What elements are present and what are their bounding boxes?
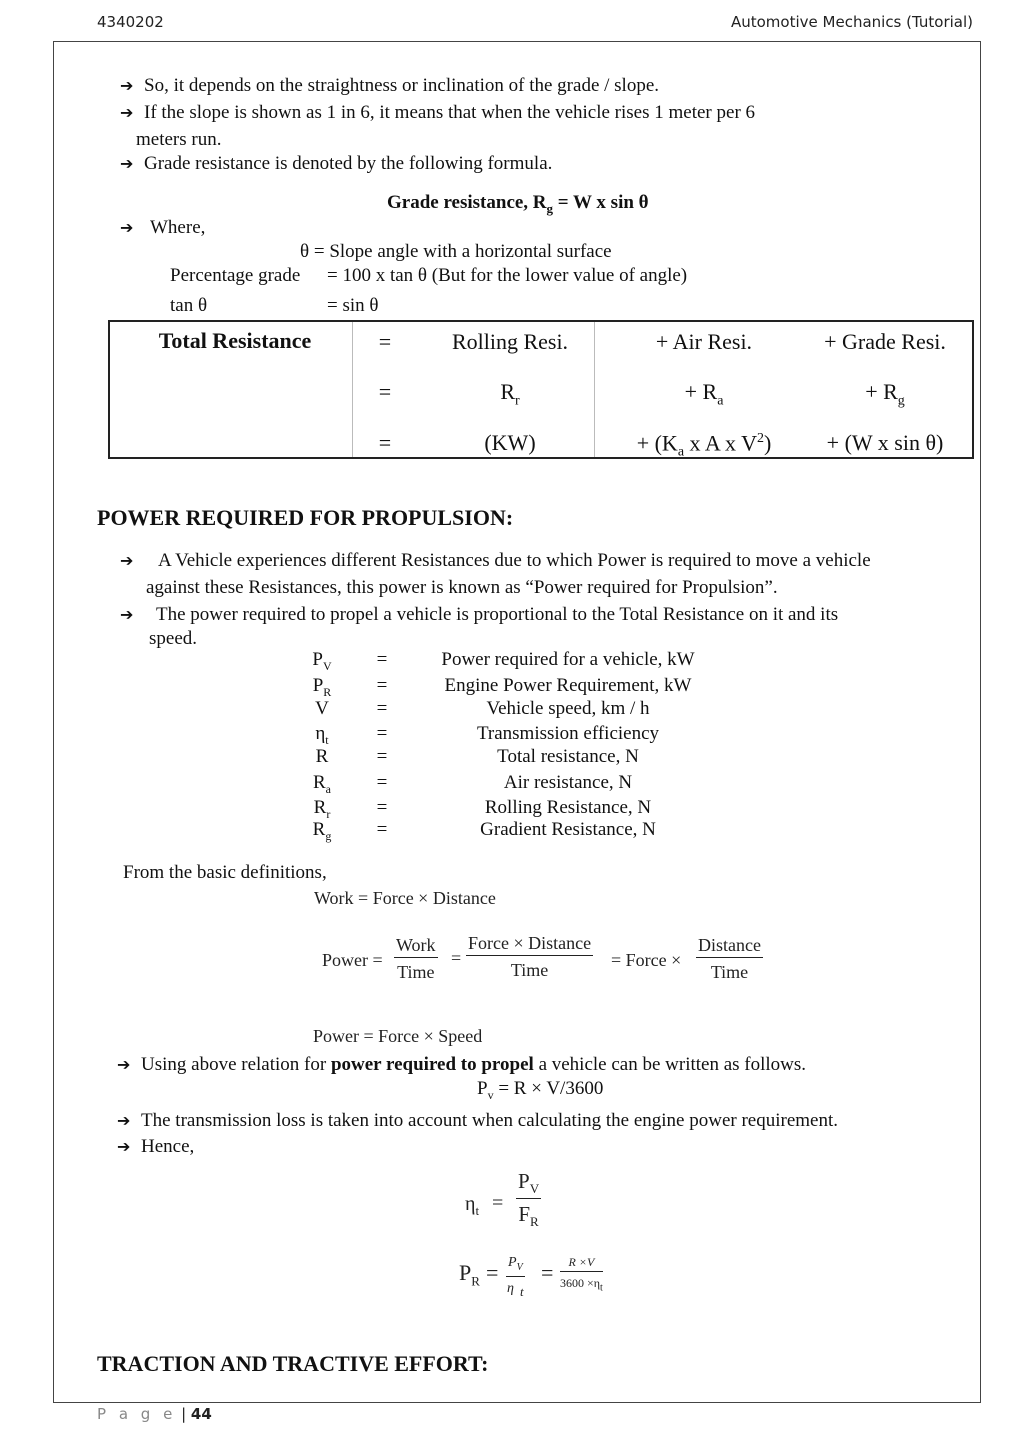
definition-percentage-value: = 100 x tan θ (But for the lower value of angle) <box>327 265 688 286</box>
section-heading-propulsion: POWER REQUIRED FOR PROPULSION: <box>97 505 514 530</box>
bullet-item: ➔ The power required to propel a vehicle is proportional to the Total Resistance on it and its <box>120 604 839 625</box>
arrow-right-icon: ➔ <box>120 103 134 122</box>
symbol-description: Total resistance, N <box>497 746 639 767</box>
ra-cell: + $R_a$ <box>684 379 724 409</box>
bullet-continuation: speed. <box>149 628 198 649</box>
bullet-item: ➔ A Vehicle experiences different Resistances due to which Power is required to move a vehicle <box>120 550 871 571</box>
fraction-work-time: Work Time <box>396 935 436 982</box>
arrow-right-icon: ➔ <box>120 218 134 237</box>
doc-code: 4340202 <box>97 13 164 31</box>
bullet-continuation: meters run. <box>136 129 222 150</box>
arrow-right-icon: ➔ <box>120 551 134 570</box>
symbol-name: $R_a$ <box>312 772 332 796</box>
bullet-continuation: against these Resistances, this power is known as “Power required for Propulsion”. <box>146 577 778 598</box>
work-equation: Work = Force × Distance <box>314 888 496 908</box>
power-speed-equation: Power = Force × Speed <box>313 1026 483 1046</box>
equals-sign: = <box>492 1192 504 1214</box>
arrow-right-icon: ➔ <box>117 1111 131 1130</box>
air-resi-cell: + Air Resi. <box>655 329 753 354</box>
symbol-name: R <box>315 746 329 767</box>
symbol-description: Vehicle speed, km / h <box>486 698 650 719</box>
kw-cell: (KW) <box>484 430 536 455</box>
symbol-name: $P_V$ <box>312 649 332 673</box>
symbol-description: Power required for a vehicle, kW <box>441 649 695 670</box>
bullet-item: ➔ So, it depends on the straightness or inclination of the grade / slope. <box>120 75 660 96</box>
bullet-item: ➔ Using above relation for power required to propel a vehicle can be written as follows. <box>117 1054 807 1075</box>
equals-sign: = <box>451 948 462 968</box>
arrow-right-icon: ➔ <box>117 1137 131 1156</box>
symbol-equals: = <box>376 819 388 840</box>
fraction-force-distance-time: Force × Distance Time <box>468 933 592 980</box>
bullet-item: ➔ Hence, <box>117 1136 195 1157</box>
power-lhs: Power = <box>322 950 383 970</box>
definition-theta: θ = Slope angle with a horizontal surface <box>300 241 612 262</box>
page-number: 44 <box>190 1405 212 1423</box>
bullet-item: ➔ Grade resistance is denoted by the following formula. <box>120 153 553 174</box>
symbol-description: Transmission efficiency <box>476 723 660 744</box>
grade-formula-cell: + (W x sin θ) <box>826 430 944 455</box>
symbol-description: Engine Power Requirement, kW <box>444 675 692 696</box>
equals-sign: = <box>378 379 392 404</box>
symbol-name: $R_r$ <box>313 797 331 821</box>
symbol-equals: = <box>376 746 388 767</box>
arrow-right-icon: ➔ <box>117 1055 131 1074</box>
arrow-right-icon: ➔ <box>120 76 134 95</box>
rr-cell: $R_r$ <box>500 379 520 409</box>
grade-resi-cell: + Grade Resi. <box>824 329 946 354</box>
symbol-equals: = <box>376 649 388 670</box>
symbol-description: Rolling Resistance, N <box>484 797 652 818</box>
pv-formula: $P_v = R \times V/3600$ <box>477 1078 604 1102</box>
grade-resistance-formula: Grade resistance, $R_g = W$ x sin θ <box>387 192 649 216</box>
fraction-pv-fr: $\frac{P_V}{F_R}$ <box>518 1169 540 1230</box>
bullet-item: ➔ The transmission loss is taken into account when calculating the engine power requirement. <box>117 1110 838 1131</box>
page-footer: P a g e | 44 <box>97 1405 212 1423</box>
symbol-description: Air resistance, N <box>503 772 633 793</box>
fraction-r-v-3600: $\frac{R \times V}{3600 \times\eta_t}$ <box>560 1255 603 1294</box>
doc-title: Automotive Mechanics (Tutorial) <box>730 13 973 31</box>
bullet-item: ➔ If the slope is shown as 1 in 6, it means that when the vehicle rises 1 meter per 6 <box>120 102 756 123</box>
pr-lhs: $P_R$ <box>459 1260 480 1289</box>
symbol-description: Gradient Resistance, N <box>480 819 656 840</box>
force-times: = Force × <box>611 950 682 970</box>
fraction-pv-eta: $\frac{P_V}{\eta _t}$ <box>507 1255 524 1299</box>
definition-tan-label: tan θ <box>170 295 208 316</box>
symbol-equals: = <box>376 723 388 744</box>
symbol-equals: = <box>376 698 388 719</box>
where-label: ➔ Where, <box>120 217 206 238</box>
equals-sign: = <box>378 430 392 455</box>
rolling-resi-cell: Rolling Resi. <box>451 329 569 354</box>
symbol-name: $P_R$ <box>312 675 332 699</box>
symbol-name: V <box>315 698 329 719</box>
equals-sign: = <box>378 329 392 354</box>
symbol-equals: = <box>376 797 388 818</box>
symbol-name: $R_g$ <box>312 819 332 843</box>
fraction-distance-time: Distance Time <box>698 935 761 982</box>
arrow-right-icon: ➔ <box>120 605 134 624</box>
total-resistance-label: Total Resistance <box>158 328 312 353</box>
definition-tan-value: = sin θ <box>327 295 379 316</box>
symbol-equals: = <box>376 675 388 696</box>
rg-cell: + $R_g$ <box>865 379 905 409</box>
definition-percentage-label: Percentage grade <box>170 265 301 286</box>
equals-sign: = <box>541 1260 554 1285</box>
air-formula-cell: + ($K_a$ x A x $V^2$) <box>636 430 772 460</box>
from-basic-text: From the basic definitions, <box>123 862 327 883</box>
section-heading-traction: TRACTION AND TRACTIVE EFFORT: <box>97 1351 489 1376</box>
eta-lhs: $\eta_t$ <box>465 1193 480 1218</box>
arrow-right-icon: ➔ <box>120 154 134 173</box>
symbol-name: $\eta_t$ <box>315 723 329 747</box>
equals-sign: = <box>486 1260 499 1285</box>
symbol-equals: = <box>376 772 388 793</box>
